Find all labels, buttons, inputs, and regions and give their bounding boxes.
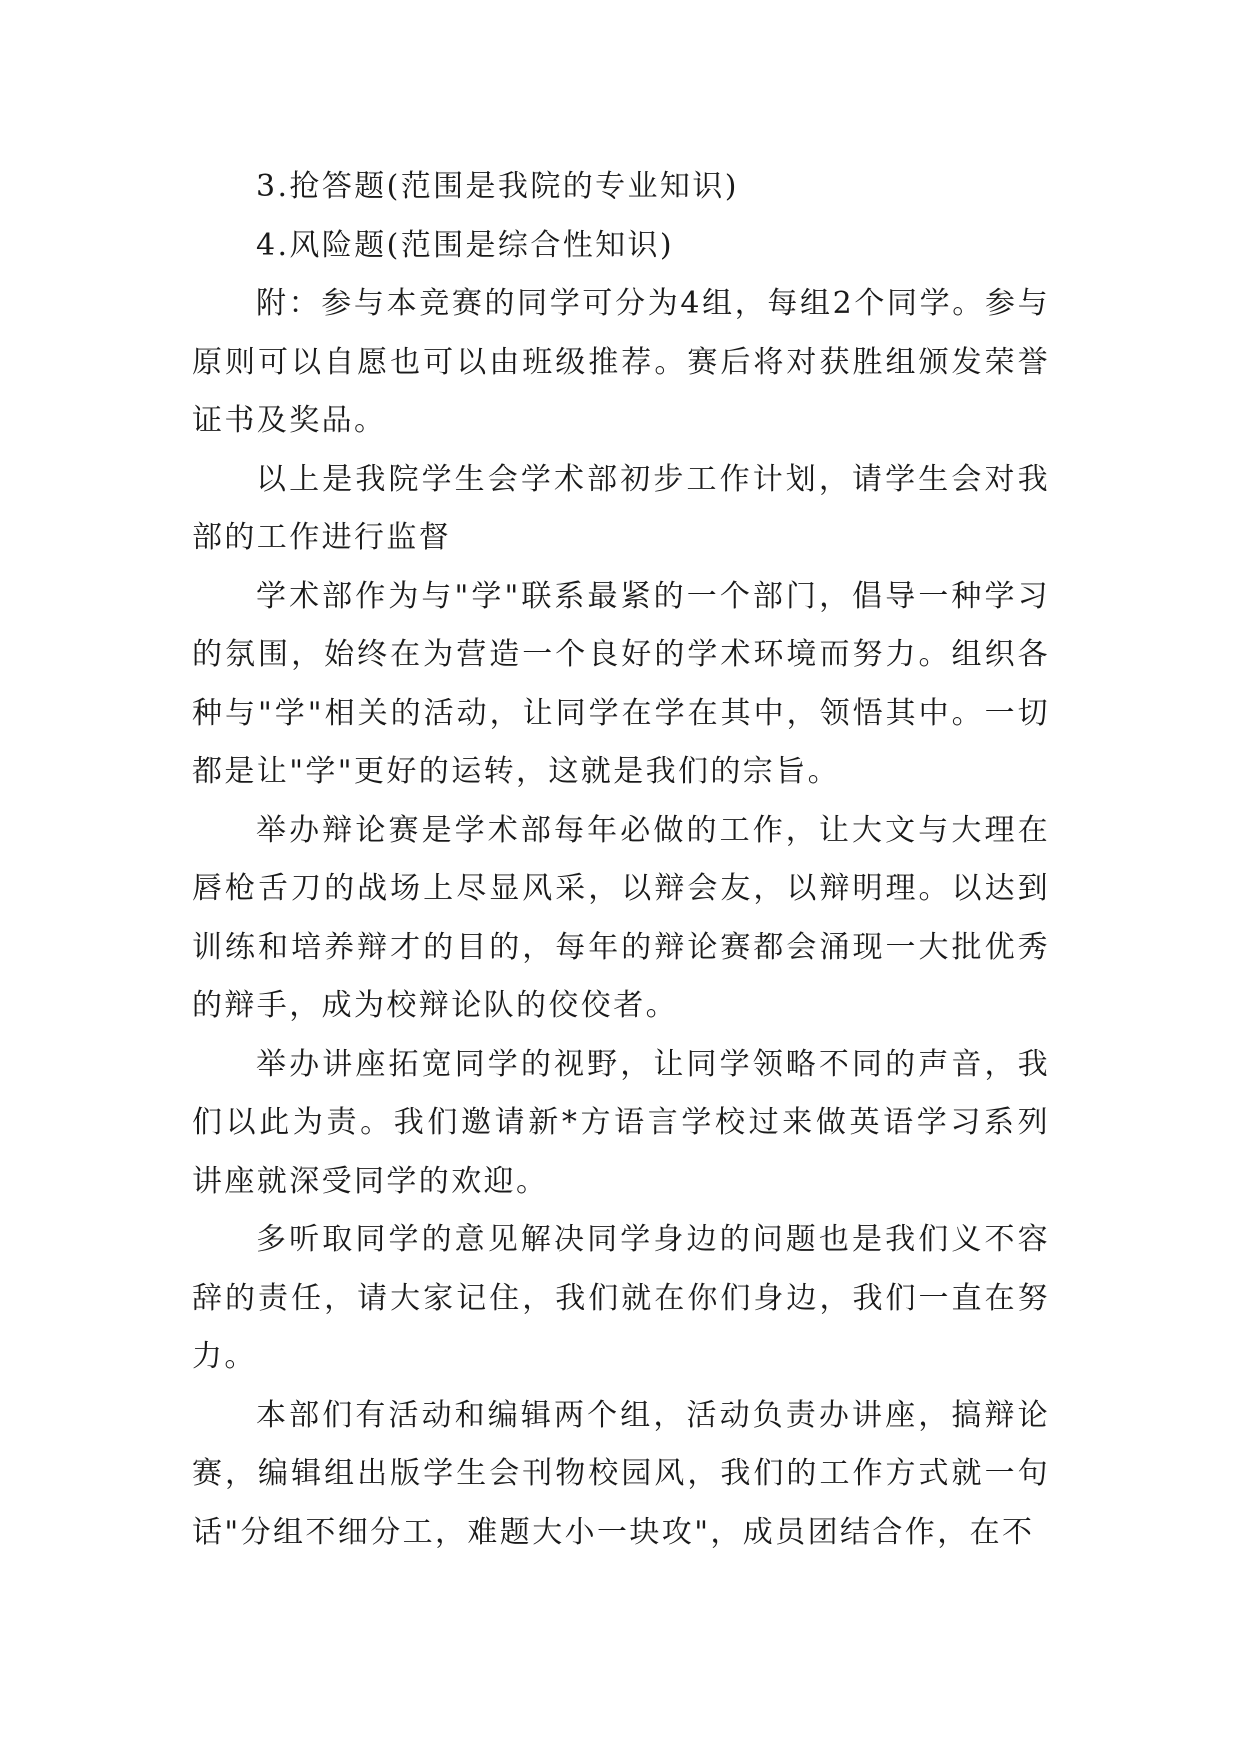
paragraph-opinions: 多听取同学的意见解决同学身边的问题也是我们义不容辞的责任，请大家记住，我们就在你们身边，我们一直在努力。 [192,1222,1050,1374]
paragraph-debate: 举办辩论赛是学术部每年必做的工作，让大文与大理在唇枪舌刀的战场上尽显风采，以辩会友，以辩明理。以达到训练和培养辩才的目的，每年的辩论赛都会涌现一大批优秀的辩手，成为校辩论队的佼佼者。 [192,812,1050,1023]
paragraph-item-3: 3.抢答题(范围是我院的专业知识) [256,169,739,204]
paragraph-groups: 本部们有活动和编辑两个组，活动负责办讲座，搞辩论赛，编辑组出版学生会刊物校园风，我们的工作方式就一句话"分组不细分工，难题大小一块攻"，成员团结合作，在不 [192,1397,1050,1550]
document-body [192,158,1050,1562]
paragraph-lectures: 举办讲座拓宽同学的视野，让同学领略不同的声音，我们以此为责。我们邀请新*方语言学校过来做英语学习系列讲座就深受同学的欢迎。 [192,1046,1050,1199]
paragraph-appendix: 附：参与本竞赛的同学可分为4组，每组2个同学。参与原则可以自愿也可以由班级推荐。赛后将对获胜组颁发荣誉证书及奖品。 [192,286,1050,438]
paragraph-summary: 以上是我院学生会学术部初步工作计划，请学生会对我部的工作进行监督 [192,461,1050,555]
paragraph-academic-dept: 学术部作为与"学"联系最紧的一个部门，倡导一种学习的氛围，始终在为营造一个良好的学术环境而努力。组织各种与"学"相关的活动，让同学在学在其中，领悟其中。一切都是让"学"更好的运转，这就是我们的宗旨。 [192,578,1050,789]
paragraph-item-4: 4.风险题(范围是综合性知识) [256,227,675,263]
